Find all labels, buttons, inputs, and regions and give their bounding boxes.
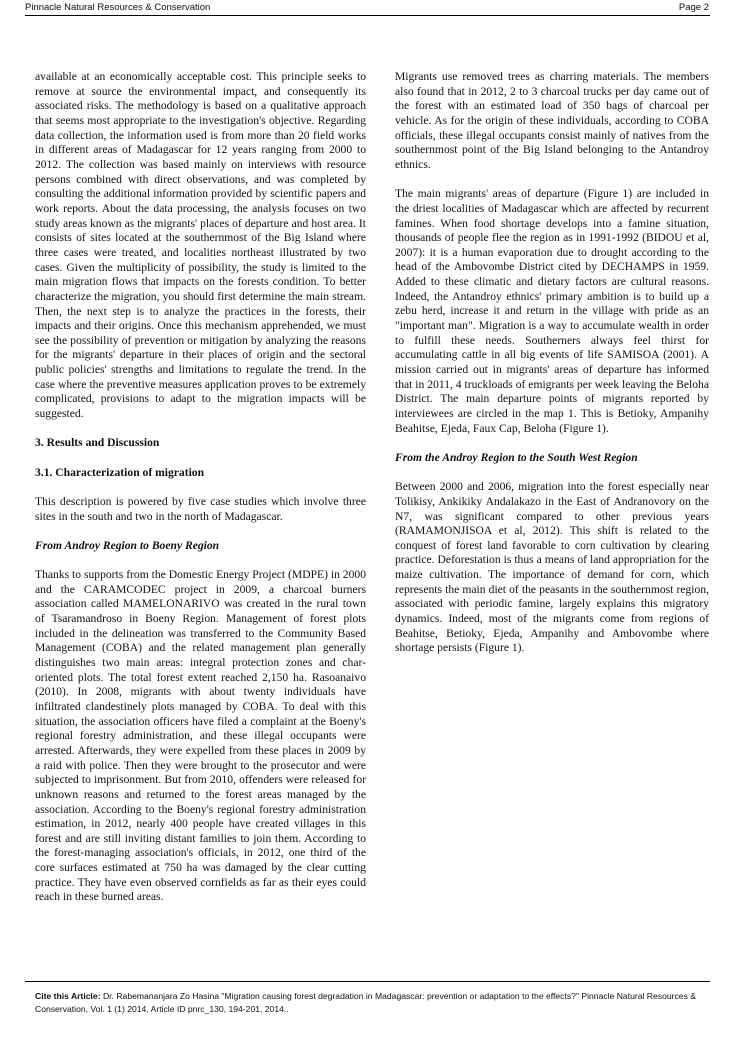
methodology-paragraph: available at an economically acceptable cost. This principle seeks to remove at source the environmental impact, and consequently its associated risks. The methodology is based on a qualitative approach that seems most appropriate to the investigation's objective. Regarding data collection, the information used is from more than 20 field works in different areas of Madagascar for 12 years ranging from 2000 to 2012. The collection was based mainly on interviews with resource persons combined with direct observations, and was completed by consulting the additional information provided by scientific papers and work reports. About the data processing, the analysis focuses on two study areas known as the migrants' places of departure and host area. It consists of sites located at the southernmost of the Big Island where three cases were treated, and localities northeast illustrated by two cases. Given the multiplicity of possibility, the study is limited to the main migration flows that impacts on the forests condition. To better characterize the migration, you should first determine the main stream. Then, the next step is to analyze the practices in the forests, their impacts and their origins. Once this mechanism apprehended, we must see the possibility of prevention or mitigation by analyzing the reasons for the migrants' departure in their places of origin and the sectoral public policies' strengths and limitations to regulate the trend. In the case where the preventive measures application proves to be extremely complicated, provisions to adapt to the migration impacts will be suggested.	[35, 70, 366, 421]
charring-paragraph: Migrants use removed trees as charring materials. The members also found that in 2012, 2 to 3 charcoal trucks per day came out of the forest with an estimated load of 350 bags of charcoal per vehicle. As for the origin of these individuals, according to COBA officials, these illegal occupants consist mainly of natives from the southernmost point of the Big Island belonging to the Antandroy ethnics.	[395, 70, 709, 171]
journal-title: Pinnacle Natural Resources & Conservation	[25, 2, 211, 13]
page-number: Page 2	[678, 2, 709, 13]
departure-areas-paragraph: The main migrants' areas of departure (Figure 1) are included in the driest localities of Madagascar which are affected by recurrent famines. When food shortage develops into a famine situation, thousands of people flee the region as in 1991-1992 (BIDOU et al, 2007): it is a human evaporation due to drought according to the head of the Ambovombe District cited by DECHAMPS in 1959. Added to these climatic and dietary factors are cultural reasons. Indeed, the Antandroy ethnics' primary ambition is to build up a zebu herd, increase it and return in the village with pride as an "important man". Migration is a way to accumulate wealth in order to fulfill these needs. Southerners always feel thirst for accumulating cattle in all big events of life SAMISOA (2001). A mission carried out in migrants' areas of departure has informed that in 2011, 4 truckloads of emigrants per week leaving the Beloha District. The main departure points of migrants reported by interviewees are circled in the map 1. This is Betioky, Ampanihy Beahitse, Ejeda, Faux Cap, Beloha (Figure 1).	[395, 187, 709, 435]
androy-boeny-paragraph: Thanks to supports from the Domestic Energy Project (MDPE) in 2000 and the CARAMCODEC project in 2009, a charcoal burners association called MAMELONARIVO was created in the rural town of Tsaramandroso in Boeny Region. Management of forest plots included in the delineation was transferred to the Community Based Management (COBA) and the related management plan generally distinguishes two main areas: integral protection zones and char-oriented plots. The total forest extent reached 2,150 ha. Rasoanaivo (2010). In 2008, migrants with about twenty individuals have infiltrated clandestinely plots managed by COBA. To deal with this situation, the association officers have filed a complaint at the Boeny's regional forestry administration, and these illegal occupants were arrested. Afterwards, they were expelled from these places in 2009 by a raid with police. Then they were brought to the prosecutor and were subjected to imprisonment. But from 2010, offenders were released for unknown reasons and returned to the forest areas managed by the association. According to the Boeny's regional forestry administration estimation, in 2012, nearly 400 people have created villages in this forest and are still inviting distant families to join them. According to the forest-managing association's officials, in 2012, one third of the core surfaces estimated at 750 ha was damaged by the clear cutting practice. They have even observed cornfields as far as their eyes could reach in these burned areas.	[35, 568, 366, 904]
characterization-paragraph: This description is powered by five case studies which involve three sites in the south and two in the north of Madagascar.	[35, 494, 366, 523]
running-header	[25, 0, 710, 16]
right-column	[395, 70, 709, 671]
citation	[35, 990, 715, 1015]
case-heading-androy-boeny: From Androy Region to Boeny Region	[35, 538, 220, 552]
section-heading-results: 3. Results and Discussion	[35, 436, 160, 450]
case-heading-androy-southwest: From the Androy Region to the South West Region	[395, 450, 638, 464]
citation-text: Dr. Rabemananjara Zo Hasina "Migration causing forest degradation in Madagascar: prevention or adaptation to the effects?" Pinnacle Natural Resources & Conservation, Vol. 1 (1) 2014, Article ID pnrc_130, 194-201, 2014..	[35, 991, 697, 1014]
citation-label: Cite this Article:	[35, 991, 101, 1001]
subsection-heading-characterization: 3.1. Characterization of migration	[35, 465, 205, 479]
footer-divider	[25, 981, 710, 982]
androy-southwest-paragraph: Between 2000 and 2006, migration into the forest especially near Tolikisy, Ankikiky Andalakazo in the East of Andranovory on the N7, was significant compared to other previous years (RAMAMONJISOA et al, 2012). This shift is related to the conquest of forest land favorable to corn cultivation by clearing practice. Deforestation is thus a means of land appropriation for the maize cultivation. The importance of demand for corn, which represents the main diet of the peasants in the southernmost region, associated with periodic famine, largely explains this migratory dynamics. Indeed, most of the migrants come from regions of Beahitse, Betioky, Ejeda, Ampanihy and Ambovombe where shortage persists (Figure 1).	[395, 480, 709, 655]
left-column	[35, 70, 366, 920]
